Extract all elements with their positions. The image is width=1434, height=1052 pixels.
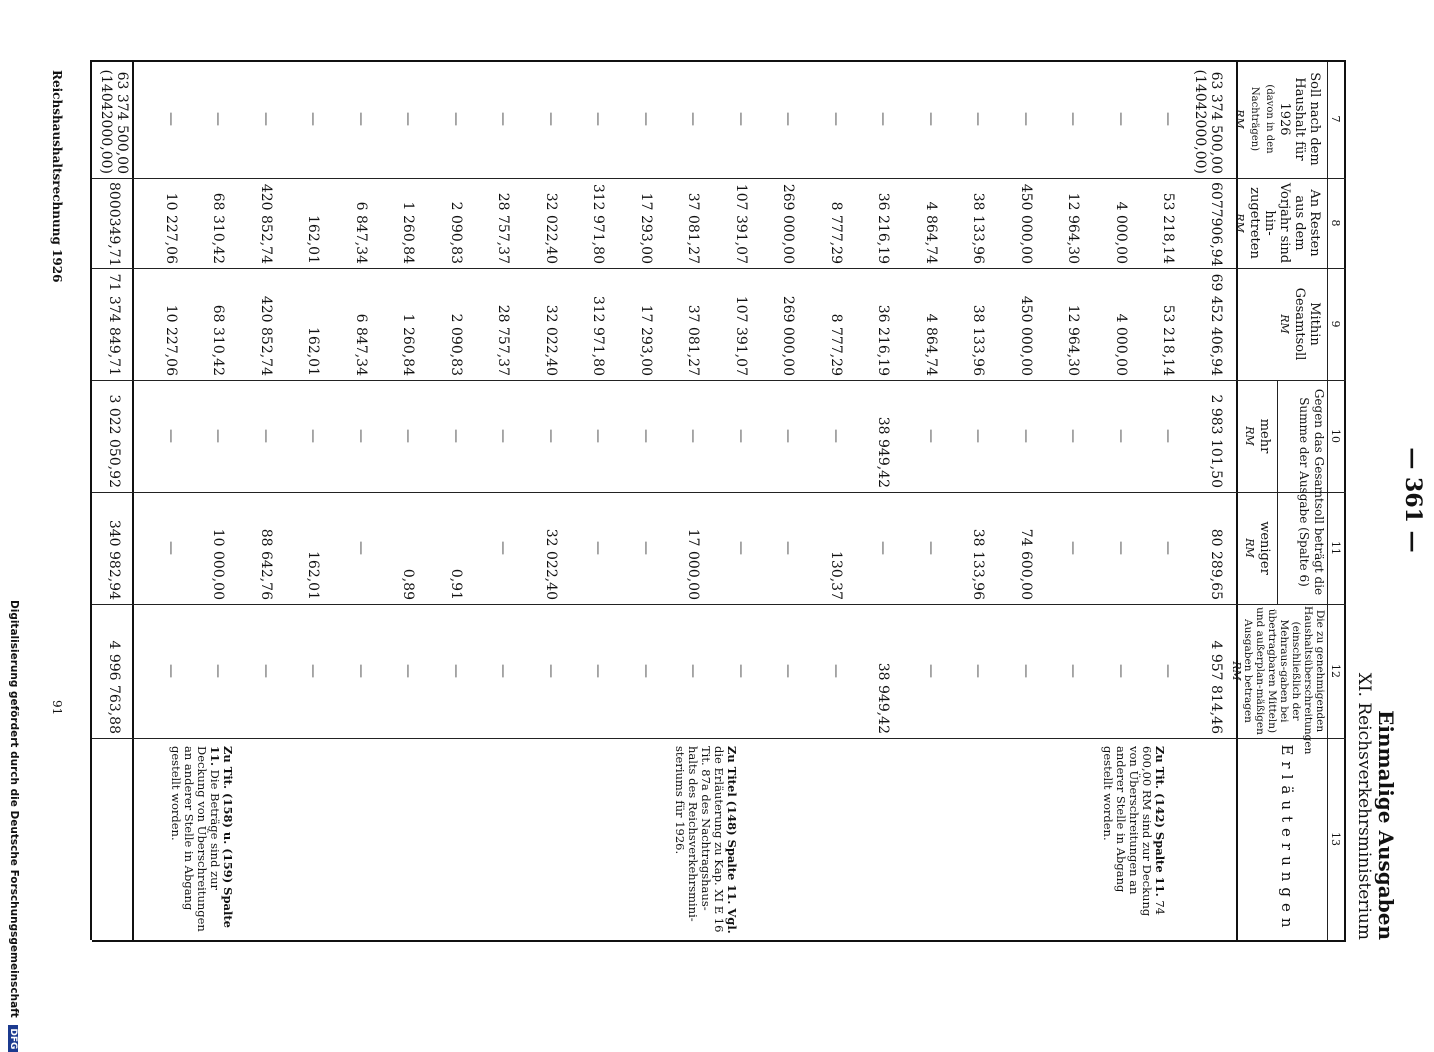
note-text: die Erläuterung zu Kap. XI E 16 Tit. 87a des Nachtragshaus-halts des Reichsverkehrsmini-steriums für 1926. — [673, 746, 726, 933]
colnum-rule — [1327, 60, 1328, 940]
cell-c10: — — [828, 429, 844, 443]
colnum: 9 — [1329, 320, 1342, 328]
col-divider — [92, 738, 1346, 739]
header-unit: RM — [1233, 109, 1246, 129]
header-gesamtsoll — [1277, 272, 1322, 376]
note-text: 74 600,00 RM sind zur Deckung von Überschreitungen an anderer Stelle in Abgang gestellt worden. — [1101, 746, 1167, 917]
cell-c7: — — [1160, 112, 1177, 126]
cell-c11: 162,01 — [305, 551, 322, 600]
total-reste: 8000349,71 — [106, 182, 122, 267]
cell-c7: — — [305, 112, 322, 126]
col-divider — [92, 380, 1346, 381]
credit-text: Digitalisierung gefördert durch die Deutsche Forschungsgemeinschaft — [8, 600, 20, 1018]
cell-c8: 4 864,74 — [923, 201, 939, 264]
cell-c11: — — [590, 541, 607, 555]
cell-c7: — — [258, 112, 274, 126]
cell-c12: — — [543, 664, 559, 678]
cell-c11: — — [1065, 541, 1082, 555]
cell-c7: 63 374 500,00 — [1208, 71, 1224, 174]
header-mehr — [1242, 384, 1272, 488]
cell-c10: 38 949,42 — [875, 416, 892, 488]
total-soll: 63 374 500,00 — [114, 71, 130, 174]
cell-c7: — — [495, 112, 512, 126]
cell-c7: — — [1018, 112, 1034, 126]
header-unit: RM — [1278, 314, 1291, 334]
cell-c10: — — [353, 429, 369, 443]
cell-c9: 10 227,06 — [163, 304, 179, 376]
cell-c8: 107 391,07 — [733, 183, 749, 264]
cell-c10: — — [923, 429, 939, 443]
cell-c10: — — [258, 429, 274, 443]
cell-c8: 17 293,00 — [638, 192, 654, 264]
cell-c10: — — [210, 429, 227, 443]
cell-c12: — — [210, 664, 227, 678]
table-top-rule — [1344, 60, 1346, 940]
cell-c7-nachtrag: (14042000,00) — [1192, 69, 1208, 174]
cell-c9: 68 310,42 — [210, 304, 227, 376]
cell-c7: — — [163, 112, 179, 126]
cell-c10: — — [1018, 429, 1034, 443]
header-reste — [1232, 182, 1322, 264]
cell-c9: 4 000,00 — [1113, 313, 1129, 376]
cell-c10: — — [1065, 429, 1082, 443]
cell-c10: — — [590, 429, 607, 443]
cell-c7: — — [543, 112, 559, 126]
colnum: 8 — [1329, 219, 1342, 227]
cell-c9: 450 000,00 — [1018, 295, 1034, 376]
cell-c12: — — [685, 664, 702, 678]
cell-c11: 0,89 — [400, 568, 417, 600]
cell-c8: 37 081,27 — [685, 192, 702, 264]
cell-c8: 269 000,00 — [780, 183, 797, 264]
cell-c8: 36 216,19 — [875, 192, 892, 264]
cell-c12: — — [590, 664, 607, 678]
cell-c9: 420 852,74 — [258, 295, 274, 376]
cell-c11: — — [733, 541, 749, 555]
header-sub: (davon in den Nachträgen) — [1249, 84, 1275, 154]
cell-c9: 312 971,80 — [590, 295, 607, 376]
page-number: — 361 — — [1400, 447, 1426, 553]
cell-c12: — — [163, 664, 179, 678]
cell-c9: 107 391,07 — [733, 295, 749, 376]
cell-c12: — — [780, 664, 797, 678]
cell-c9: 162,01 — [305, 327, 322, 376]
header-label: mehr — [1257, 418, 1272, 454]
cell-c10: — — [163, 429, 179, 443]
total-weniger: 340 982,94 — [106, 519, 122, 600]
cell-c12: — — [733, 664, 749, 678]
colnum: 13 — [1329, 832, 1342, 846]
cell-c8: 32 022,40 — [543, 192, 559, 264]
cell-c7: — — [1065, 112, 1082, 126]
cell-c11: — — [163, 541, 179, 555]
cell-c7: — — [638, 112, 654, 126]
header-label: An Resten aus dem Vorjahr sind hin-zugetreten — [1247, 182, 1322, 264]
total-ueberschreitungen: 4 996 763,88 — [106, 640, 122, 734]
cell-c9: 38 133,96 — [970, 304, 987, 376]
colnum: 7 — [1329, 115, 1342, 123]
note-title: Zu Tit. (142) Spalte 11. — [1153, 746, 1167, 897]
header-unit: RM — [1233, 213, 1246, 233]
cell-c7: — — [733, 112, 749, 126]
total-mehr: 3 022 050,92 — [106, 394, 122, 488]
header-unit: RM — [1243, 538, 1256, 558]
cell-c12: — — [258, 664, 274, 678]
note-title: Zu Tit. (158) u. (159) Spalte 11. — [208, 746, 235, 928]
cell-c11: 80 289,65 — [1208, 528, 1224, 600]
header-weniger — [1242, 496, 1272, 600]
cell-c10: — — [400, 429, 417, 443]
section-title: Einmalige Ausgaben — [1374, 710, 1398, 940]
cell-c7: — — [875, 112, 892, 126]
colnum: 12 — [1329, 664, 1342, 678]
cell-c12: — — [305, 664, 322, 678]
header-unit: RM — [1230, 661, 1243, 681]
cell-c9: 36 216,19 — [875, 304, 892, 376]
cell-c9: 1 260,84 — [400, 313, 417, 376]
cell-c10: — — [495, 429, 512, 443]
cell-c7: — — [210, 112, 227, 126]
cell-c10: — — [685, 429, 702, 443]
cell-c8: 162,01 — [305, 215, 322, 264]
cell-c10: — — [1160, 429, 1177, 443]
cell-c8: 1 260,84 — [400, 201, 417, 264]
header-group: Gegen das Gesamtsoll beträgt die Summe der Ausgabe (Spalte 6) — [1297, 388, 1326, 596]
cell-c8: 38 133,96 — [970, 192, 987, 264]
cell-c7: — — [970, 112, 987, 126]
cell-c11: — — [923, 541, 939, 555]
cell-c12: — — [1113, 664, 1129, 678]
note-tit-148 — [673, 746, 738, 936]
cell-c10: — — [448, 429, 464, 443]
cell-c8: 6077906,94 — [1208, 182, 1224, 267]
cell-c12: — — [828, 664, 844, 678]
cell-c9: 269 000,00 — [780, 295, 797, 376]
cell-c8: 6 847,34 — [353, 201, 369, 264]
col-divider — [92, 268, 1346, 269]
cell-c9: 69 452 406,94 — [1208, 273, 1224, 376]
cell-c11: — — [1160, 541, 1177, 555]
cell-c11: 17 000,00 — [685, 528, 702, 600]
col-divider — [92, 604, 1346, 605]
cell-c9: 37 081,27 — [685, 304, 702, 376]
cell-c12: — — [353, 664, 369, 678]
cell-c11: 10 000,00 — [210, 528, 227, 600]
cell-c9: 4 864,74 — [923, 313, 939, 376]
total-gesamtsoll: 71 374 849,71 — [106, 273, 122, 376]
cell-c9: 53 218,14 — [1160, 304, 1177, 376]
cell-c12: — — [400, 664, 417, 678]
col-divider — [92, 940, 1346, 942]
cell-c7: — — [353, 112, 369, 126]
cell-c8: 28 757,37 — [495, 192, 512, 264]
cell-c8: 10 227,06 — [163, 192, 179, 264]
cell-c11: — — [875, 541, 892, 555]
table-bottom-rule — [90, 60, 92, 940]
cell-c8: 2 090,83 — [448, 201, 464, 264]
header-label: Die zu genehmigenden Haushaltsüberschreitungen (einschließlich der Mehraus-gaben bei übertragbaren Mitteln) und außerplan-mäßigen Ausgaben betragen — [1242, 606, 1326, 755]
cell-c12: 38 949,42 — [875, 662, 892, 734]
cell-c10: — — [543, 429, 559, 443]
group-rule — [1277, 380, 1278, 604]
cell-c10: 2 983 101,50 — [1208, 394, 1224, 488]
cell-c9: 8 777,29 — [828, 313, 844, 376]
cell-c8: 12 964,30 — [1065, 192, 1082, 264]
header-erlaeuterungen: Erläuterungen — [1278, 744, 1296, 934]
cell-c9: 2 090,83 — [448, 313, 464, 376]
cell-c7: — — [923, 112, 939, 126]
cell-c8: 450 000,00 — [1018, 183, 1034, 264]
cell-c10: — — [305, 429, 322, 443]
cell-c12: — — [923, 664, 939, 678]
cell-c8: 4 000,00 — [1113, 201, 1129, 264]
cell-c11: — — [353, 541, 369, 555]
cell-c11: 74 600,00 — [1018, 528, 1034, 600]
footer-page-ref: 91 — [50, 700, 64, 716]
cell-c12: — — [1160, 664, 1177, 678]
cell-c11: — — [638, 541, 654, 555]
dfg-logo: DFG — [8, 1025, 18, 1052]
cell-c12: — — [970, 664, 987, 678]
cell-c11: 38 133,96 — [970, 528, 987, 600]
header-ueberschreitungen — [1230, 606, 1326, 755]
colnum: 11 — [1329, 541, 1342, 555]
cell-c7: — — [448, 112, 464, 126]
cell-c8: 312 971,80 — [590, 183, 607, 264]
note-tit-158-159 — [169, 746, 234, 936]
cell-c7: — — [1113, 112, 1129, 126]
note-title: Zu Titel (148) Spalte 11. Vgl. — [725, 746, 739, 934]
note-text: Die Beträge sind zur Deckung von Überschreitungen an anderer Stelle in Abgang gestellt worden. — [169, 746, 222, 932]
cell-c11: — — [495, 541, 512, 555]
note-tit-142 — [1101, 746, 1166, 936]
cell-c12: — — [1018, 664, 1034, 678]
cell-c7: — — [780, 112, 797, 126]
totals-rule — [132, 60, 134, 940]
cell-c11: 0,91 — [448, 568, 464, 600]
cell-c12: — — [638, 664, 654, 678]
footer-title: Reichshaushaltsrechnung 1926 — [50, 70, 64, 283]
cell-c10: — — [1113, 429, 1129, 443]
cell-c11: 130,37 — [828, 551, 844, 600]
col-divider — [92, 492, 1346, 493]
cell-c7: — — [400, 112, 417, 126]
cell-c9: 6 847,34 — [353, 313, 369, 376]
cell-c12: — — [448, 664, 464, 678]
total-soll-nachtrag: (14042000,00) — [98, 69, 114, 174]
cell-c11: 32 022,40 — [543, 528, 559, 600]
cell-c10: — — [638, 429, 654, 443]
cell-c7: — — [590, 112, 607, 126]
cell-c11: — — [780, 541, 797, 555]
cell-c8: 420 852,74 — [258, 183, 274, 264]
cell-c12: — — [1065, 664, 1082, 678]
cell-c10: — — [970, 429, 987, 443]
cell-c10: — — [780, 429, 797, 443]
cell-c11: — — [1113, 541, 1129, 555]
cell-c9: 28 757,37 — [495, 304, 512, 376]
digitization-credit — [4, 600, 20, 1050]
cell-c7: — — [685, 112, 702, 126]
cell-c8: 68 310,42 — [210, 192, 227, 264]
header-soll — [1232, 64, 1322, 174]
cell-c9: 17 293,00 — [638, 304, 654, 376]
cell-c9: 12 964,30 — [1065, 304, 1082, 376]
cell-c7: — — [828, 112, 844, 126]
header-unit: RM — [1243, 426, 1256, 446]
cell-c8: 53 218,14 — [1160, 192, 1177, 264]
header-label: Soll nach dem Haushalt für 1926 — [1277, 72, 1322, 166]
cell-c12: 4 957 814,46 — [1208, 640, 1224, 734]
cell-c10: — — [733, 429, 749, 443]
cell-c9: 32 022,40 — [543, 304, 559, 376]
cell-c11: 88 642,76 — [258, 528, 274, 600]
col-divider — [92, 178, 1346, 179]
header-label: Mithin Gesamtsoll — [1292, 287, 1322, 361]
colnum: 10 — [1329, 429, 1342, 443]
header-label: weniger — [1257, 521, 1272, 575]
cell-c12: — — [495, 664, 512, 678]
cell-c8: 8 777,29 — [828, 201, 844, 264]
col-divider — [92, 60, 1346, 62]
ministry-title: XI. Reichsverkehrsministerium — [1354, 672, 1374, 940]
